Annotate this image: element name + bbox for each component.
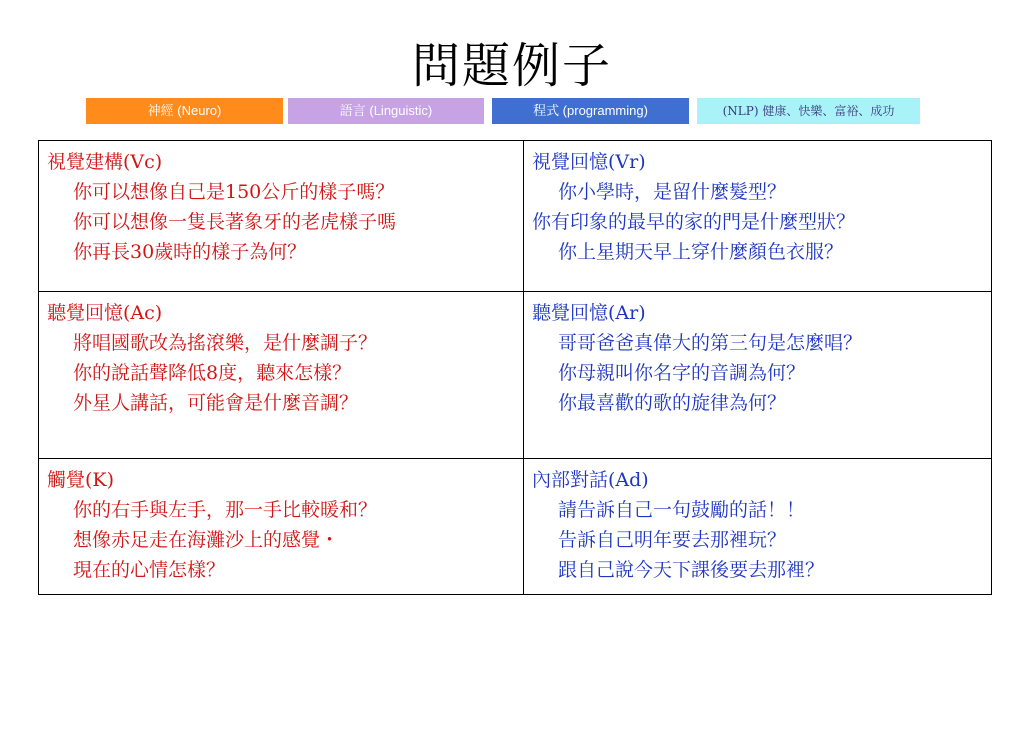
kinesthetic-cell <box>39 459 524 595</box>
table-row <box>39 459 992 595</box>
question-item: 你的說話聲降低8度，聽來怎樣？ <box>73 362 352 384</box>
visual-construct-cell <box>39 141 524 292</box>
question-item: 你有印象的最早的家的門是什麼型狀？ <box>532 211 856 233</box>
auditory-recall-cell <box>524 292 992 459</box>
cell-heading: 視覺建構(Vc) <box>47 151 163 173</box>
question-item: 你小學時，是留什麼髮型？ <box>558 181 787 203</box>
question-item: 哥哥爸爸真偉大的第三句是怎麼唱？ <box>558 332 863 354</box>
question-item: 想像赤足走在海灘沙上的感覺・ <box>73 529 340 551</box>
question-item: 你再長30歲時的樣子為何？ <box>73 241 307 263</box>
question-table <box>38 140 992 595</box>
question-item: 將唱國歌改為搖滾樂，是什麼調子？ <box>73 332 378 354</box>
question-item: 請告訴自己一句鼓勵的話！！ <box>558 499 806 521</box>
cell-heading: 觸覺(K) <box>47 469 115 491</box>
question-item: 你的右手與左手，那一手比較暖和？ <box>73 499 378 521</box>
table-row <box>39 141 992 292</box>
question-item: 外星人講話，可能會是什麼音調？ <box>73 392 359 414</box>
visual-recall-cell <box>524 141 992 292</box>
table-row <box>39 292 992 459</box>
linguistic-tag: 語言 (Linguistic) <box>288 98 484 124</box>
cell-heading: 內部對話(Ad) <box>532 469 649 491</box>
question-item: 你可以想像自己是150公斤的樣子嗎？ <box>73 181 395 203</box>
question-item: 你母親叫你名字的音調為何？ <box>558 362 806 384</box>
question-item: 你上星期天早上穿什麼顏色衣服？ <box>558 241 844 263</box>
question-item: 跟自己說今天下課後要去那裡？ <box>558 559 825 581</box>
internal-dialogue-cell <box>524 459 992 595</box>
auditory-construct-cell <box>39 292 524 459</box>
cell-heading: 聽覺回憶(Ar) <box>532 302 646 324</box>
page-title: 問題例子 <box>411 38 612 94</box>
cell-heading: 視覺回憶(Vr) <box>532 151 646 173</box>
cell-heading: 聽覺回憶(Ac) <box>47 302 163 324</box>
neuro-tag: 神經 (Neuro) <box>86 98 283 124</box>
question-item: 現在的心情怎樣？ <box>73 559 226 581</box>
question-item: 告訴自己明年要去那裡玩？ <box>558 529 787 551</box>
question-item: 你最喜歡的歌的旋律為何？ <box>558 392 787 414</box>
question-item: 你可以想像一隻長著象牙的老虎樣子嗎 <box>73 211 397 233</box>
nlp-tag: (NLP) 健康、快樂、富裕、成功 <box>697 98 920 124</box>
programming-tag: 程式 (programming) <box>492 98 689 124</box>
